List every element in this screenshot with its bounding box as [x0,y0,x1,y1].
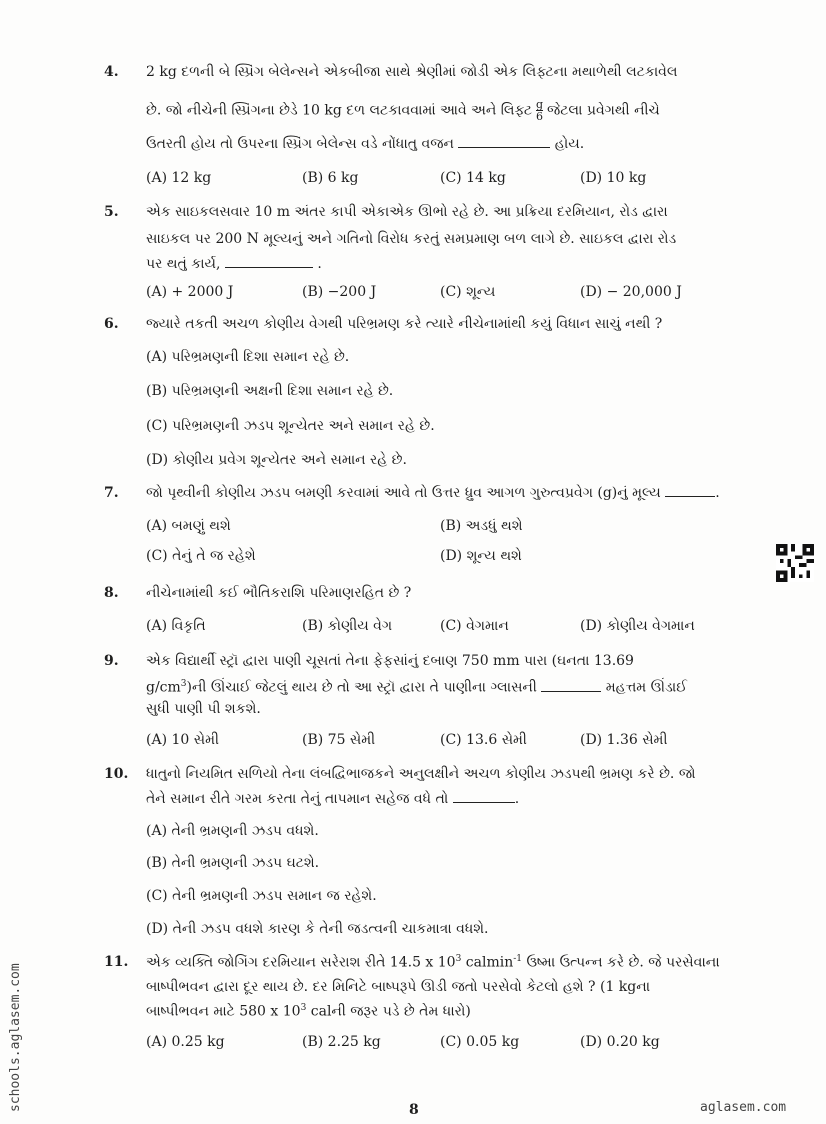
option-a: (A) 0.25 kg [146,1034,225,1050]
text-segment: એક વ્યક્તિ જોગિંગ દરમિયાન સરેરાશ રીતે 14.5 x 10 [146,954,456,971]
option-d: (D) − 20,000 J [580,284,682,300]
option-c: (C) તેનું તે જ રહેશે [146,548,256,564]
question-number: 4. [104,64,119,80]
answer-blank [453,801,515,803]
option-a: (A) બમણું થશે [146,518,231,534]
text-segment: જો પૃથ્વીની કોણીય ઝડપ બમણી કરવામાં આવે તો ઉત્તર ધ્રુવ આગળ ગુરુત્વપ્રવેગ (g)નું મૂલ્ય [146,485,661,501]
option-a: (A) + 2000 J [146,284,234,300]
fraction [536,99,543,122]
option-b: (B) 2.25 kg [302,1034,381,1050]
question-text [146,679,687,696]
text-segment: જેટલા પ્રવેગથી નીચે [547,102,660,119]
text-segment: ઉષ્મા ઉત્પન્ન કરે છે. જે પરસેવાના [522,954,720,971]
text-segment: )ની ઊંચાઈ જેટલું થાય છે તો આ સ્ટ્રૉ દ્વારા તે પાણીના ગ્લાસની [186,679,537,696]
question-number: 8. [104,585,119,601]
option-c: (C) તેની ભ્રમણની ઝડપ સમાન જ રહેશે. [146,888,377,904]
option-b: (B) તેની ભ્રમણની ઝડપ ઘટશે. [146,855,320,871]
option-d: (D) શૂન્ય થશે [440,548,522,564]
text-segment: calmin [461,954,514,971]
option-c: (C) 14 kg [440,170,506,186]
qr-code-icon [776,544,814,582]
question-text: સાઇકલ પર 200 N મૂલ્યનું અને ગતિનો વિરોધ કરતું સમપ્રમાણ બળ લાગે છે. સાઇકલ દ્વારા રોડ [146,231,677,247]
question-text [146,136,584,152]
question-text [146,791,519,807]
question-text: બાષ્પીભવન દ્વારા દૂર થાય છે. દર મિનિટે બાષ્પરૂપે ઊડી જતો પરસેવો કેટલો હશે ? (1 kgના [146,979,651,995]
watermark-site: aglasem.com [700,1100,787,1115]
text-segment: તેને સમાન રીતે ગરમ કરતા તેનું તાપમાન સહેજ વધે તો [146,791,449,807]
option-b: (B) અડધું થશે [440,518,523,534]
text-segment: મહત્તમ ઊંડાઈ [605,679,688,696]
option-b: (B) પરિભ્રમણની અક્ષની દિશા સમાન રહે છે. [146,383,394,399]
question-number: 5. [104,204,119,220]
option-a: (A) તેની ભ્રમણની ઝડપ વધશે. [146,823,319,839]
question-text: નીચેનામાંથી કઈ ભૌતિકરાશિ પરિમાણરહિત છે ? [146,585,412,601]
text-segment: . [514,791,520,807]
option-c: (C) 0.05 kg [440,1034,520,1050]
option-d: (D) 0.20 kg [580,1034,660,1050]
fraction-denominator: 6 [535,110,543,123]
question-text: જ્યારે તકતી અચળ કોણીય વેગથી પરિભ્રમણ કરે ત્યારે નીચેનામાંથી કયું વિધાન સાચું નથી ? [146,316,663,332]
option-a: (A) વિકૃતિ [146,618,206,634]
option-c: (C) શૂન્ય [440,284,496,300]
option-d: (D) કોણીય પ્રવેગ શૂન્યેતર અને સમાન રહે છે. [146,452,407,468]
superscript: 3 [300,1003,307,1013]
text-segment: પર થતું કાર્ય, [146,256,221,272]
option-b: (B) કોણીય વેગ [302,618,393,634]
text-segment: બાષ્પીભવન માટે 580 x 10 [146,1003,301,1020]
option-a: (A) પરિભ્રમણની દિશા સમાન રહે છે. [146,349,350,365]
option-d: (D) 10 kg [580,170,647,186]
text-segment: g/cm [146,679,181,696]
question-text: ધાતુનો નિયમિત સળિયો તેના લંબદ્વિભાજકને અનુલક્ષીને અચળ કોણીય ઝડપથી ભ્રમણ કરે છે. જો [146,766,696,782]
question-number: 10. [104,766,129,782]
answer-blank [458,146,550,148]
option-a: (A) 10 સેમી [146,732,219,748]
text-segment: હોય. [554,136,585,152]
option-a: (A) 12 kg [146,170,212,186]
option-d: (D) તેની ઝડપ વધશે કારણ કે તેની જડત્વની ચાકમાત્રા વધશે. [146,921,489,937]
text-segment: છે. જો નીચેની સ્પ્રિંગના છેડે 10 kg દળ લટકાવવામાં આવે અને લિફ્ટ [146,102,532,119]
text-segment: . [317,256,322,272]
question-text [146,1003,471,1020]
option-b: (B) 6 kg [302,170,359,186]
question-text [146,99,660,122]
question-text [146,256,322,272]
question-text: 2 kg દળની બે સ્પ્રિંગ બેલેન્સને એકબીજા સાથે શ્રેણીમાં જોડી એક લિફ્ટના મથાળેથી લટકાવેલ [146,64,678,80]
question-text: એક વિદ્યાર્થી સ્ટ્રૉ દ્વારા પાણી ચૂસતાં તેના ફેફસાંનું દબાણ 750 mm પારા (ઘનતા 13.69 [146,653,634,669]
option-c: (C) પરિભ્રમણની ઝડપ શૂન્યેતર અને સમાન રહે છે. [146,418,435,434]
question-number: 9. [104,653,119,669]
fraction-numerator: g [535,98,544,111]
text-segment: calની જરૂર પડે છે તેમ ધારો) [306,1003,471,1020]
answer-blank [541,690,601,692]
text-segment: ઉતરતી હોય તો ઉપરના સ્પ્રિંગ બેલેન્સ વડે નોંધાતુ વજન [146,136,454,152]
answer-blank [225,266,313,268]
superscript: 3 [180,679,187,689]
question-text [146,954,720,971]
superscript: 3 [455,954,462,964]
watermark-vertical: schools.aglasem.com [8,963,23,1112]
superscript: -1 [513,954,523,964]
question-number: 7. [104,485,119,501]
question-text: જો પૃથ્વીની કોણીય ઝડપ બમણી કરવામાં આવે તો ઉત્તર ધ્રુવ આગળ ગુરુત્વપ્રવેગ (g)નું મૂલ્ય . [146,485,720,501]
option-c: (C) 13.6 સેમી [440,732,527,748]
page-number: 8 [409,1102,419,1118]
option-b: (B) 75 સેમી [302,732,376,748]
option-b: (B) −200 J [302,284,377,300]
option-c: (C) વેગમાન [440,618,509,634]
answer-blank [665,495,715,497]
question-text: એક સાઇકલસવાર 10 m અંતર કાપી એકાએક ઊભો રહે છે. આ પ્રક્રિયા દરમિયાન, રોડ દ્વારા [146,204,668,220]
option-d: (D) 1.36 સેમી [580,732,668,748]
option-d: (D) કોણીય વેગમાન [580,618,695,634]
question-number: 11. [104,954,129,970]
question-text: સુધી પાણી પી શકશે. [146,701,261,717]
question-number: 6. [104,316,119,332]
